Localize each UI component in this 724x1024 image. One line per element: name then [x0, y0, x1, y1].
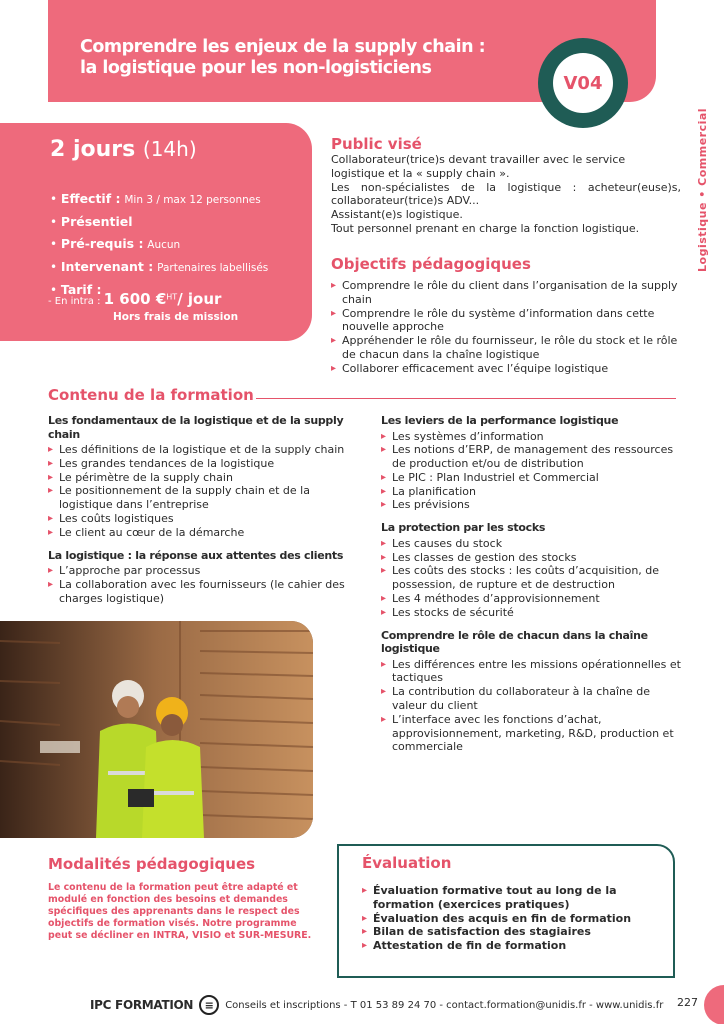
category-tag: Logistique • Commercial	[696, 107, 709, 272]
subsection-list	[48, 443, 348, 540]
list-item: ▸ Le positionnement de la supply chain et de la logistique dans l’entreprise	[48, 484, 348, 512]
list-item: ▸ Les systèmes d’information	[381, 430, 681, 444]
course-code-badge: V04	[553, 53, 613, 113]
contenu-left-column	[48, 414, 348, 605]
warehouse-photo	[0, 621, 313, 838]
modalites-title: Modalités pédagogiques	[48, 855, 256, 873]
subsection-heading: Comprendre le rôle de chacun dans la chaîne logistique	[381, 628, 648, 656]
list-item: ▸ Le PIC : Plan Industriel et Commercial	[381, 471, 681, 485]
page-title: Comprendre les enjeux de la supply chain : la logistique pour les non-logisticiens	[80, 37, 486, 78]
info-item: • Pré-requis : Aucun	[50, 236, 181, 251]
list-item: ▸ La contribution du collaborateur à la chaîne de valeur du client	[381, 685, 681, 713]
tarif-note: Hors frais de mission	[113, 311, 239, 323]
duration: 2 jours (14h)	[50, 137, 197, 162]
list-item: ▸ Appréhender le rôle du fournisseur, le rôle du stock et le rôle de chacun dans la chaîne logistique	[331, 334, 681, 362]
list-item: ▸ Les différences entre les missions opérationnelles et tactiques	[381, 658, 681, 686]
contenu-title: Contenu de la formation	[48, 386, 254, 404]
list-item: ▸ Les causes du stock	[381, 537, 681, 551]
public-title: Public visé	[331, 135, 422, 153]
list-item: ▸ L’interface avec les fonctions d’achat, approvisionnement, marketing, R&D, production et commerciale	[381, 713, 681, 754]
list-item: ▸ Collaborer efficacement avec l’équipe logistique	[331, 362, 681, 376]
footer-contact: Conseils et inscriptions - T 01 53 89 24 70 - contact.formation@unidis.fr - www.unidis.fr	[225, 999, 664, 1011]
evaluation-list	[362, 884, 662, 953]
contenu-right-column	[381, 414, 681, 754]
list-item: ▸ Attestation de fin de formation	[362, 939, 662, 953]
list-item: ▸ Évaluation formative tout au long de la formation (exercices pratiques)	[362, 884, 662, 912]
subsection-list	[381, 658, 681, 755]
subsection-heading: Les fondamentaux de la logistique et de la supply chain	[48, 414, 344, 441]
list-item: ▸ Évaluation des acquis en fin de formation	[362, 912, 662, 926]
info-box	[0, 123, 312, 341]
subsection-list	[48, 564, 348, 605]
list-item: ▸ Comprendre le rôle du système d’information dans cette nouvelle approche	[331, 307, 681, 335]
list-item: ▸ Le client au cœur de la démarche	[48, 526, 348, 540]
page-decoration	[704, 985, 724, 1024]
objectifs-list	[331, 279, 681, 376]
subsection-heading: Les leviers de la performance logistique	[381, 414, 619, 427]
list-item: ▸ Comprendre le rôle du client dans l’organisation de la supply chain	[331, 279, 681, 307]
public-text: Collaborateur(trice)s devant travailler avec le service logistique et la « supply chain ». Les non-spécialistes de la logistique : acheteur(euse)s, collaborateur(trice)s ADV... Assistant(e)s logistique. Tout personnel prenant en charge la fonction logistique.	[331, 153, 681, 235]
objectifs-title: Objectifs pédagogiques	[331, 255, 531, 273]
warehouse-illustration	[0, 621, 313, 838]
list-item: ▸ Les coûts des stocks : les coûts d’acquisition, de possession, de rupture et de destruction	[381, 564, 681, 592]
public-section	[331, 135, 681, 236]
info-item: • Effectif : Min 3 / max 12 personnes	[50, 191, 261, 206]
list-item: ▸ Les grandes tendances de la logistique	[48, 457, 348, 471]
page-number: 227	[677, 996, 698, 1009]
list-item: ▸ L’approche par processus	[48, 564, 348, 578]
list-item: ▸ Les notions d’ERP, de management des ressources de production et/ou de distribution	[381, 443, 681, 471]
info-item: • Présentiel	[50, 214, 133, 229]
footer	[90, 995, 663, 1015]
divider	[256, 398, 676, 399]
objectifs-section	[331, 255, 681, 376]
list-item: ▸ La collaboration avec les fournisseurs (le cahier des charges logistique)	[48, 578, 348, 606]
subsection-heading: La logistique : la réponse aux attentes des clients	[48, 548, 344, 562]
modalites-text: Le contenu de la formation peut être adapté et modulé en fonction des besoins et demandes spécifiques des apprenants dans le respect des objectifs de formation visés. Notre programme peut se décliner en INTRA, VISIO et SUR-MESURE.	[48, 882, 312, 941]
info-item: • Intervenant : Partenaires labellisés	[50, 259, 269, 274]
list-item: ▸ La planification	[381, 485, 681, 499]
info-item: • Tarif :	[50, 282, 102, 297]
tarif-line: - En intra : 1 600 €$^{HT}$/ jour	[48, 290, 222, 308]
list-item: ▸ Les prévisions	[381, 498, 681, 512]
list-item: ▸ Les définitions de la logistique et de la supply chain	[48, 443, 348, 457]
info-list	[50, 188, 268, 301]
list-item: ▸ Les 4 méthodes d’approvisionnement	[381, 592, 681, 606]
list-item: ▸ Les classes de gestion des stocks	[381, 551, 681, 565]
list-item: ▸ Bilan de satisfaction des stagiaires	[362, 925, 662, 939]
modalites-section	[48, 855, 320, 942]
subsection-list	[381, 430, 681, 513]
evaluation-box	[337, 844, 675, 978]
subsection-list	[381, 537, 681, 620]
list-item: ▸ Les stocks de sécurité	[381, 606, 681, 620]
footer-brand: IPC FORMATION	[90, 998, 194, 1012]
evaluation-title: Évaluation	[362, 854, 452, 872]
logo-icon: ≡	[199, 995, 219, 1015]
subsection-heading: La protection par les stocks	[381, 521, 546, 535]
list-item: ▸ Le périmètre de la supply chain	[48, 471, 348, 485]
list-item: ▸ Les coûts logistiques	[48, 512, 348, 526]
